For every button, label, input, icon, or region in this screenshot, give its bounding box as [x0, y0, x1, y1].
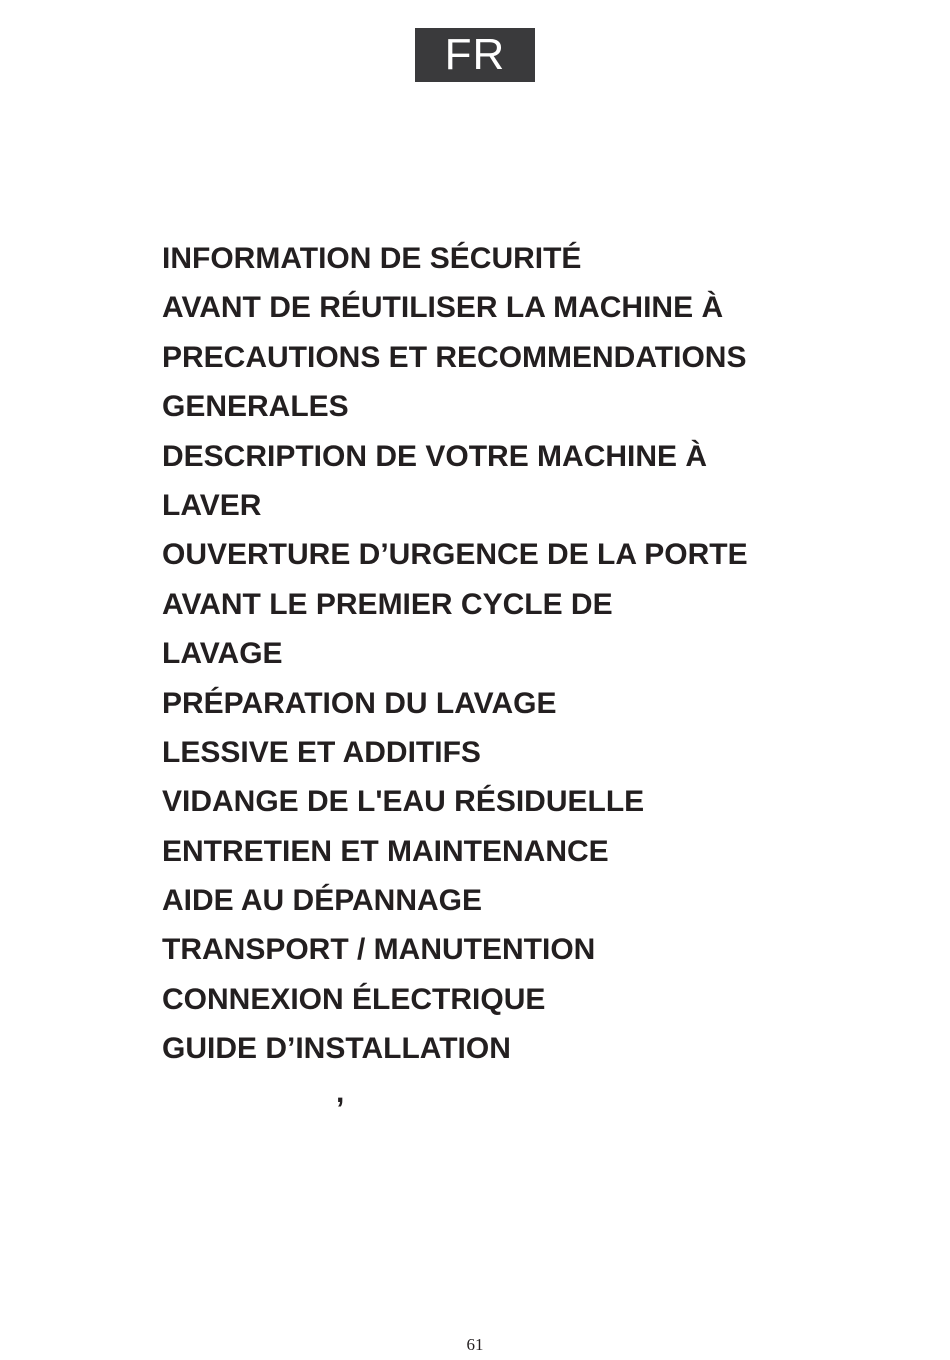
- table-of-contents: [162, 234, 842, 1074]
- toc-item-guide-installation: GUIDE D’INSTALLATION: [162, 1032, 511, 1066]
- toc-item-preparation-lavage: PRÉPARATION DU LAVAGE: [162, 686, 557, 720]
- toc-item-vidange: VIDANGE DE L'EAU RÉSIDUELLE: [162, 785, 645, 819]
- toc-item-description-machine-cont: LAVER: [162, 488, 262, 522]
- toc-item-depannage: AIDE AU DÉPANNAGE: [162, 884, 483, 918]
- toc-item-lessive-additifs: LESSIVE ET ADDITIFS: [162, 735, 481, 769]
- page-number: 61: [466, 1335, 484, 1354]
- toc-item-premier-cycle: AVANT LE PREMIER CYCLE DE: [162, 587, 613, 621]
- toc-item-information-securite: INFORMATION DE SÉCURITÉ: [162, 242, 582, 275]
- toc-item-ouverture-urgence: OUVERTURE D’URGENCE DE LA PORTE: [162, 538, 748, 572]
- stray-comma-mark: ,: [336, 1076, 345, 1109]
- toc-item-precautions-cont: GENERALES: [162, 390, 349, 424]
- toc-item-description-machine: DESCRIPTION DE VOTRE MACHINE À: [162, 439, 708, 473]
- language-badge: FR: [415, 28, 535, 82]
- toc-item-entretien: ENTRETIEN ET MAINTENANCE: [162, 834, 609, 868]
- toc-item-premier-cycle-cont: LAVAGE: [162, 637, 283, 671]
- toc-item-connexion-electrique: CONNEXION ÉLECTRIQUE: [162, 982, 546, 1016]
- toc-item-precautions: PRECAUTIONS ET RECOMMENDATIONS: [162, 340, 747, 374]
- toc-item-transport: TRANSPORT / MANUTENTION: [162, 933, 596, 967]
- toc-item-avant-reutiliser: AVANT DE RÉUTILISER LA MACHINE À: [162, 291, 724, 325]
